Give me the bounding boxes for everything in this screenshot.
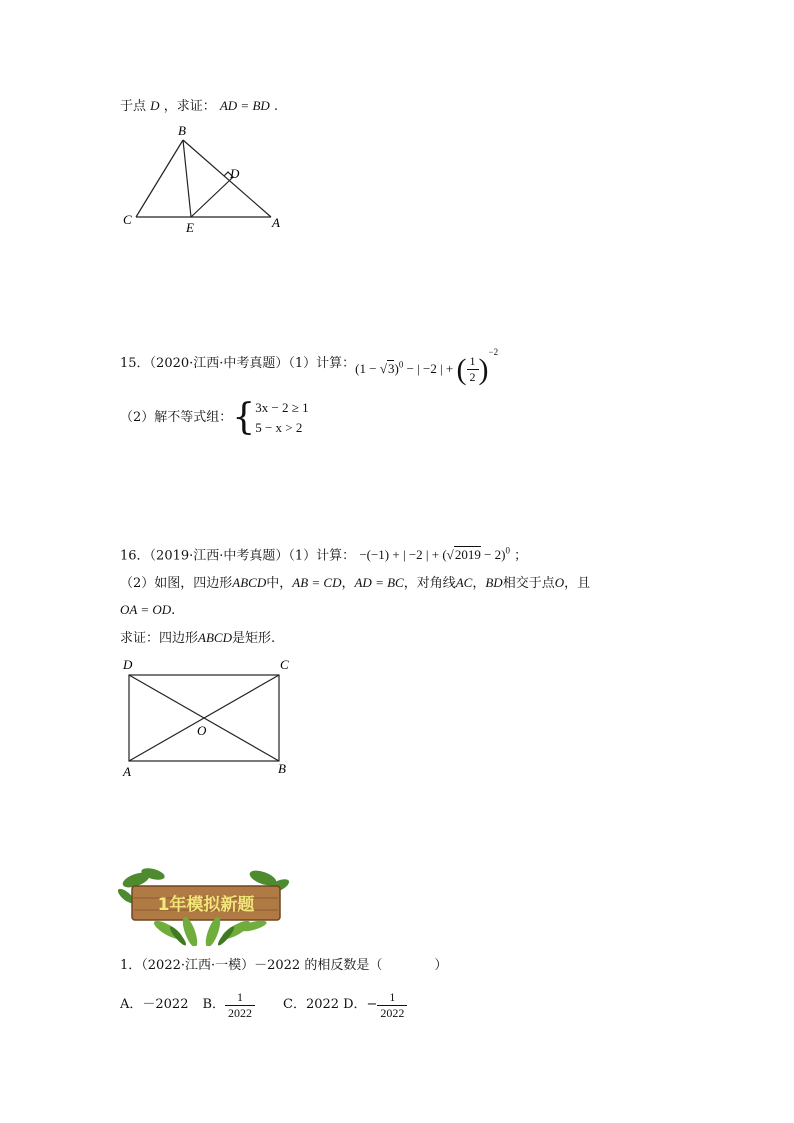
mc1-options [120,985,407,1025]
q16-line1 [120,542,527,565]
q16-expression: −(−1) + | −2 | + $(√2019 - 2)^0$ [359,546,510,563]
rectangle-figure [118,654,303,779]
inequality-2: 5 − x > 2 [255,420,303,435]
label-c: C [123,212,132,227]
q16-heading: 16．（2019·江西·中考真题）（1）计算： [120,548,356,564]
q14-point: D [150,98,160,113]
inequality-system [255,398,308,438]
triangle-figure [118,120,293,238]
section-banner [118,866,293,946]
label-b: B [178,123,186,138]
system-brace: { [232,397,256,438]
label-d2: D [123,657,133,672]
segment-ed [191,181,229,217]
label-c2: C [280,657,289,672]
label-o: O [197,723,207,738]
option-a: A．－2022 [120,997,189,1012]
mc1-stem [120,957,447,975]
option-d-label: D．− [343,997,378,1012]
q16-line4: 求证：四边形ABCD是矩形. [120,630,276,646]
label-d: D [230,166,240,181]
edge-ba [183,140,271,217]
option-c: C．2022 [283,997,340,1012]
q16-line3: OA = OD. [120,602,176,618]
q14-tail-line [120,97,278,116]
q14-end: . [273,99,279,114]
label-a: A [272,215,280,230]
option-d-fraction: $\frac{1}{2022}$ [377,990,407,1021]
banner-title: 1年模拟新题 [157,895,255,915]
q15-line2 [120,398,309,438]
label-a2: A [123,764,131,779]
q15-part2-label: （2）解不等式组： [120,410,233,425]
label-b2: B [278,761,286,776]
label-e: E [186,220,194,235]
q15-heading: 15．（2020·江西·中考真题）（1）计算： [120,356,356,371]
q15-expression: $(1 - √3)^0$ − | −2 | + ( $\frac{1}{2}$ )$^{-2}$ [355,346,499,386]
inequality-1: 3x − 2 ≥ 1 [255,400,309,415]
option-b-label: B． [202,997,226,1012]
q14-text-mid: ，求证： [163,99,216,114]
q16-expression-end: ； [514,548,528,564]
edge-cb [136,140,183,217]
q15-line1 [120,344,498,384]
mc1-stem-text: 1．（2022·江西·一模）－2022 的相反数是（ ） [120,958,448,973]
q16-line2: （2）如图，四边形ABCD中，AB = CD，AD = BC，对角线AC，BD相交于点O，且 [120,575,591,591]
option-b-fraction: $\frac{1}{2022}$ [225,990,255,1021]
q14-text: 于点 [120,99,147,114]
segment-be [183,140,191,217]
q14-claim: AD = BD [219,98,270,113]
